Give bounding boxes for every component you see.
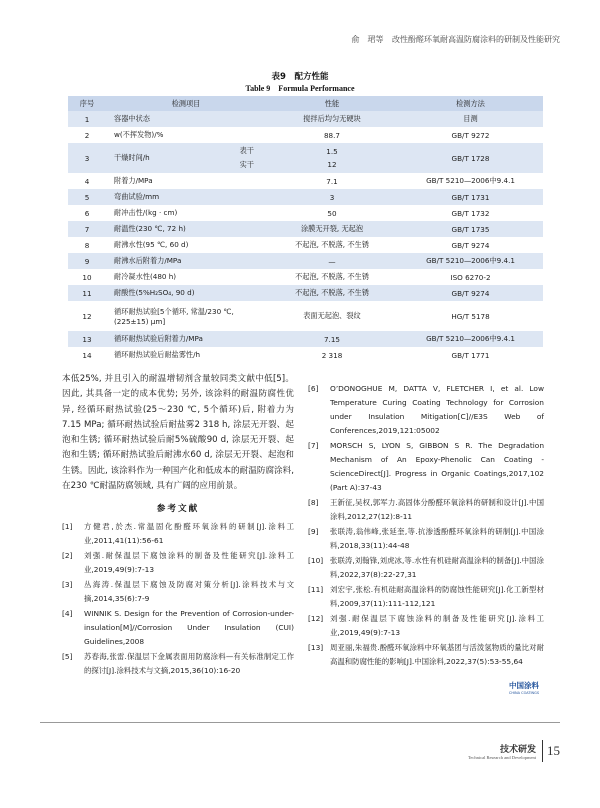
header-no: 序号 (68, 96, 106, 111)
row-sub-value: 12 (327, 160, 337, 169)
left-column (62, 372, 294, 679)
footer-section-cn: 技术研发 (499, 745, 536, 755)
journal-logo (504, 680, 544, 695)
row-no: 10 (68, 269, 106, 285)
table-row (68, 111, 543, 127)
row-method: GB/T 1771 (398, 347, 543, 363)
row-no: 1 (68, 111, 106, 127)
row-no: 13 (68, 331, 106, 347)
reference-item (62, 650, 294, 678)
footer-divider (40, 722, 560, 723)
reference-item (62, 578, 294, 606)
page-footer (440, 740, 560, 762)
reference-text: 苏春海,张雷.保温层下金属表面用防腐涂料—有关标准制定工作的探讨[J].涂料技术与文摘,2015,36(10):16-20 (84, 652, 294, 676)
row-method: GB/T 5210—2006中9.4.1 (398, 253, 543, 269)
logo-text-cn: 中国涂料 (509, 681, 539, 690)
reference-number: [10] (308, 556, 324, 565)
table-header-row (68, 96, 543, 111)
header-title: 改性酚醛环氧耐高温防腐涂料的研制及性能研究 (392, 35, 560, 44)
reference-number: [7] (308, 441, 319, 450)
table-row (68, 221, 543, 237)
reference-text: MORSCH S, LYON S, GIBBON S R. The Degradation Mechanism of An Epoxy-Phenolic Can Coating - ScienceDirect[J]. Progress in Organic Coatings,2017,102 (Part A):37-43 (330, 441, 544, 492)
row-value (266, 143, 398, 173)
performance-table (68, 96, 543, 363)
reference-text: 周亚丽,朱福贵.酚醛环氧涂料中环氧基团与活泼氢物质的量比对耐高温和防腐性能的影响[J].中国涂料,2022,37(5):53-55,64 (330, 643, 544, 666)
reference-item (308, 641, 544, 669)
row-method: GB/T 1735 (398, 221, 543, 237)
running-header (40, 34, 560, 45)
reference-item (308, 554, 544, 582)
references-heading: 参考文献 (156, 504, 200, 515)
row-method: GB/T 5210—2006中9.4.1 (398, 173, 543, 189)
reference-text: 刘宏宇,张松.有机硅耐高温涂料的防腐蚀性能研究[J].化工新型材料,2009,37(11):111-112,121 (330, 585, 544, 608)
table-row (68, 301, 543, 331)
row-no: 8 (68, 237, 106, 253)
row-no: 9 (68, 253, 106, 269)
row-item: 循环耐热试验后耐盐雾性/h (106, 347, 266, 363)
reference-text: 刘强.耐保温层下腐蚀涂料的制备及性能研究[J].涂料工业,2019,49(9):7-13 (84, 551, 294, 575)
row-value: 88.7 (266, 127, 398, 143)
row-sub-label: 实干 (239, 160, 254, 169)
table-row (68, 347, 543, 363)
row-method: GB/T 9274 (398, 285, 543, 301)
header-item: 检测项目 (106, 96, 266, 111)
row-item: 耐温性(230 ℃, 72 h) (106, 221, 266, 237)
reference-text: 张联涛,刘翰锋,刘虎冰,等.水性有机硅耐高温涂料的制备[J].中国涂料,2022,37(8):22-27,31 (330, 556, 544, 579)
row-item-main: 干燥时间/h (114, 153, 150, 162)
reference-number: [13] (308, 643, 324, 652)
reference-item (62, 607, 294, 649)
page-number: 15 (547, 743, 560, 758)
row-value: 2 318 (266, 347, 398, 363)
row-no: 12 (68, 301, 106, 331)
row-item: 弯曲试验/mm (106, 189, 266, 205)
table-row (68, 237, 543, 253)
row-method: GB/T 1731 (398, 189, 543, 205)
row-value: 不起泡, 不脱落, 不生锈 (266, 269, 398, 285)
row-no: 14 (68, 347, 106, 363)
reference-number: [12] (308, 614, 324, 623)
row-value: 不起泡, 不脱落, 不生锈 (266, 285, 398, 301)
table-row (68, 331, 543, 347)
table-row (68, 205, 543, 221)
reference-item (308, 612, 544, 640)
reference-item (308, 525, 544, 553)
row-value: 涂膜无开裂, 无起泡 (266, 221, 398, 237)
footer-section-en: Technical Research and Development (467, 755, 536, 760)
row-value: 50 (266, 205, 398, 221)
table-row (68, 285, 543, 301)
footer-separator (542, 740, 543, 762)
reference-number: [1] (62, 522, 73, 532)
reference-text: 刘强.耐保温层下腐蚀涂料的制备及性能研究[J].涂料工业,2019,49(9):7-13 (330, 614, 544, 637)
row-value: — (266, 253, 398, 269)
row-item: 耐冷凝水性(480 h) (106, 269, 266, 285)
row-item (106, 143, 266, 173)
row-value: 不起泡, 不脱落, 不生锈 (266, 237, 398, 253)
row-method: 目测 (398, 111, 543, 127)
reference-number: [2] (62, 551, 73, 561)
row-method: GB/T 1732 (398, 205, 543, 221)
reference-text: 方健君,於杰.常温固化酚醛环氧涂料的研制[J].涂料工业,2011,41(11):56-61 (84, 522, 294, 546)
references-list-left (62, 520, 294, 678)
row-no: 5 (68, 189, 106, 205)
reference-number: [5] (62, 652, 73, 662)
row-sub-value: 1.5 (326, 147, 338, 156)
row-item: 耐酸性(5%H₂SO₄, 90 d) (106, 285, 266, 301)
header-authors: 俞 珺等 (351, 35, 384, 44)
row-item: 耐沸水性(95 ℃, 60 d) (106, 237, 266, 253)
row-no: 7 (68, 221, 106, 237)
reference-item (62, 549, 294, 577)
reference-item (308, 583, 544, 611)
row-method: GB/T 5210—2006中9.4.1 (398, 331, 543, 347)
row-method: GB/T 9274 (398, 237, 543, 253)
row-item: 耐沸水后附着力/MPa (106, 253, 266, 269)
row-no: 11 (68, 285, 106, 301)
table-row (68, 269, 543, 285)
reference-item (308, 439, 544, 495)
reference-text: 王新征,吴权,郭军力.高固体分酚醛环氧涂料的研制和设计[J].中国涂料,2012,27(12):8-11 (330, 498, 544, 521)
row-item: 容器中状态 (106, 111, 266, 127)
body-paragraph: 本低25%, 并且引入的耐温增韧剂含量较同类文献中低[5]。因此, 其具备一定的成本优势; 另外, 该涂料的耐温防腐性优异, 经循环耐热试验(25～230 ℃, 5个循环)后, 附着力为7.15 MPa; 循环耐热试验后耐盐雾2 318 h, 涂层无开裂、起泡和生锈; 循环耐热试验后耐5%硫酸90 d, 涂层无开裂、起泡和生锈; 循环耐热试验后耐沸水60 d, 涂层无开裂、起泡和生锈。因此, 该涂料作为一种国产化和低成本的耐温防腐涂料, 在230 ℃耐温防腐领域, 具有广阔的应用前景。 (62, 374, 294, 492)
reference-number: [3] (62, 580, 73, 590)
row-item: 附着力/MPa (106, 173, 266, 189)
row-value: 3 (266, 189, 398, 205)
table-row (68, 189, 543, 205)
reference-text: 丛海涛.保温层下腐蚀及防腐对策分析[J].涂料技术与文摘,2014,35(6):7-9 (84, 580, 294, 604)
reference-text: O’DONOGHUE M, DATTA V, FLETCHER I, et al. Low Temperature Curing Coating Technology for Corrosion under Insulation Mitigation[C]//E3S Web of Conferences,2019,121:05002 (330, 384, 544, 435)
row-method: GB/T 1728 (398, 143, 543, 173)
table-title-en: Table 9 Formula Performance (245, 84, 355, 93)
row-no: 2 (68, 127, 106, 143)
reference-item (308, 382, 544, 438)
logo-text-en: CHINA COATINGS (508, 691, 540, 695)
row-method: HG/T 5178 (398, 301, 543, 331)
reference-number: [9] (308, 527, 319, 536)
row-item: 循环耐热试验[5个循环, 常温/230 ℃, (225±15) μm] (106, 301, 266, 331)
row-method: ISO 6270-2 (398, 269, 543, 285)
row-no: 6 (68, 205, 106, 221)
reference-text: 张联涛,翁伟峰,张延奎,等.抗渗透酚醛环氧涂料的研制[J].中国涂料,2018,33(11):44-48 (330, 527, 544, 550)
row-sub-label: 表干 (239, 146, 254, 155)
reference-text: WINNIK S. Design for the Prevention of Corrosion-under-insulation[M]//Corrosion Under Insulation (CUI) Guidelines,2008 (84, 609, 294, 647)
table-row (68, 253, 543, 269)
header-value: 性能 (266, 96, 398, 111)
row-item: 循环耐热试验后附着力/MPa (106, 331, 266, 347)
reference-number: [8] (308, 498, 319, 507)
table-row (68, 127, 543, 143)
row-value: 表面无起泡、裂纹 (266, 301, 398, 331)
table-title: 表9 配方性能 (271, 72, 329, 82)
table-row (68, 173, 543, 189)
references-list-right (308, 382, 544, 669)
right-column (308, 376, 544, 670)
row-no: 3 (68, 143, 106, 173)
table-row (68, 143, 543, 173)
row-method: GB/T 9272 (398, 127, 543, 143)
header-method: 检测方法 (398, 96, 543, 111)
row-item: w(不挥发物)/% (106, 127, 266, 143)
row-item: 耐冲击性/(kg · cm) (106, 205, 266, 221)
row-no: 4 (68, 173, 106, 189)
row-value: 7.1 (266, 173, 398, 189)
reference-number: [6] (308, 384, 319, 393)
reference-item (62, 520, 294, 548)
reference-number: [11] (308, 585, 324, 594)
row-value: 7.15 (266, 331, 398, 347)
footer-section (468, 742, 536, 760)
row-value: 搅拌后均匀无硬块 (266, 111, 398, 127)
reference-item (308, 496, 544, 524)
reference-number: [4] (62, 609, 73, 619)
